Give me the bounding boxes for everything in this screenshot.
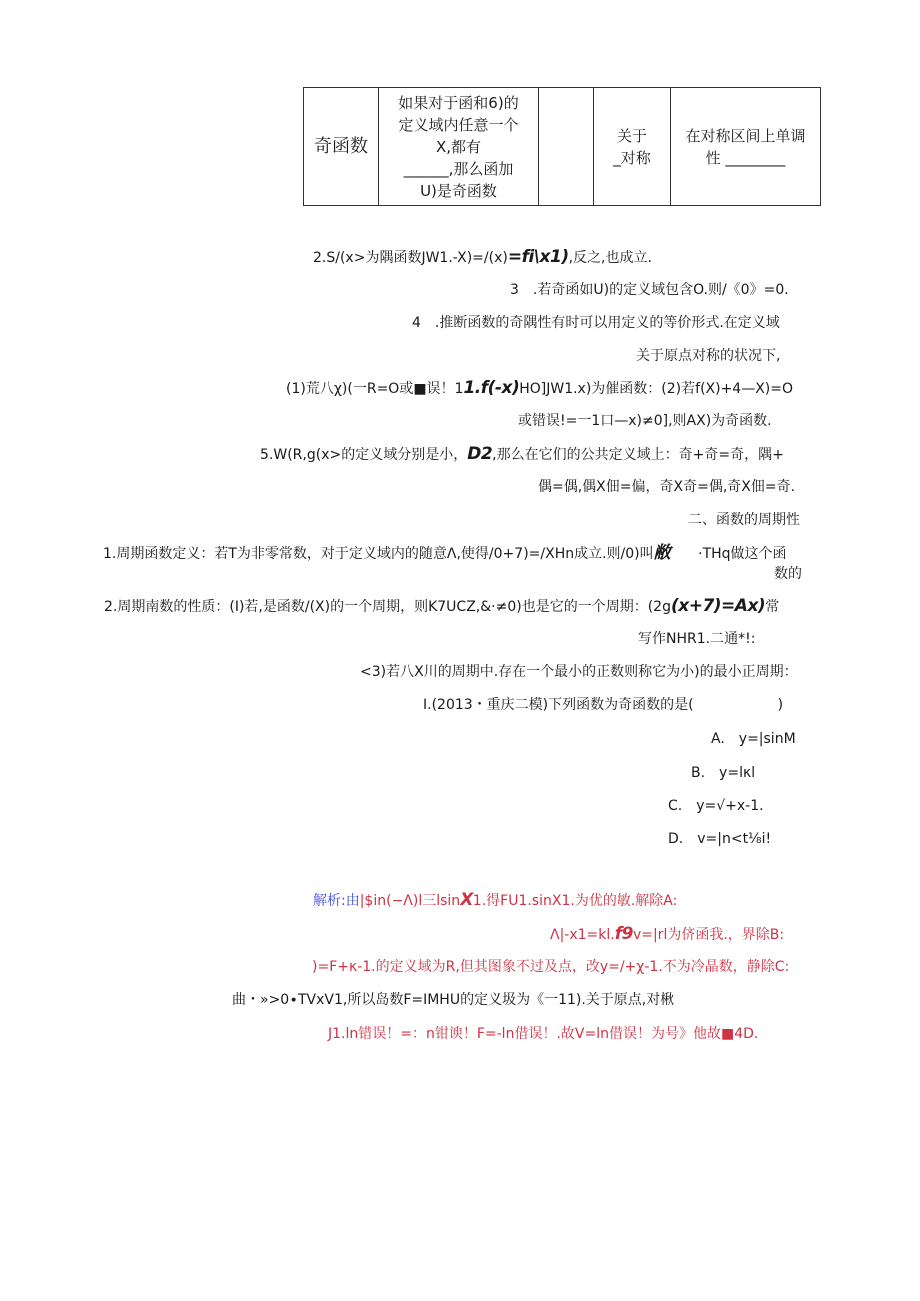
- table-row: [304, 88, 821, 206]
- solution-line-2: [550, 925, 784, 944]
- cell-line: ______,那么函加: [403, 159, 514, 178]
- cell-line: 在对称区间上单调: [685, 126, 806, 145]
- math-span: X: [460, 890, 473, 910]
- text-line-10: [103, 544, 787, 563]
- solution-label: 解析:由: [313, 893, 360, 909]
- text-span: 1.周期函数定义：若T为非零常数，对于定义域内的随意Λ,使得/0+7)=/XHn成立.则/0)叫: [103, 546, 654, 562]
- cell-monotonicity: [671, 88, 821, 206]
- cell-text: 奇函数: [314, 135, 368, 157]
- text-span: ·THq做这个函: [698, 546, 787, 562]
- math-span: =fi\x1): [507, 247, 569, 267]
- text-line-6: 或错误!=一1口—x)≠0],则AX)为奇函数.: [518, 413, 772, 429]
- text-span: ,那么在它们的公共定义域上：奇+奇=奇，隅+: [492, 447, 784, 463]
- cell-line: U)是奇函数: [420, 181, 497, 200]
- cell-symmetry: [594, 88, 671, 206]
- math-span: f9: [614, 924, 633, 944]
- text-span: v=|rl为侪函我.，界除B:: [632, 927, 785, 943]
- cell-empty: [539, 88, 594, 206]
- math-span: D2: [467, 444, 493, 464]
- math-span: 1.f(-x): [463, 378, 520, 398]
- text-span: 1.得FU1.sinX1.为优的敏.解除A:: [472, 893, 678, 909]
- cell-line: _对称: [613, 148, 651, 167]
- text-span: 2.S/(x>为隅函数JW1.-X)=/(x): [313, 250, 508, 266]
- text-line-4: 关于原点对称的状况下,: [636, 348, 781, 364]
- section-heading-periodicity: 二、函数的周期性: [688, 512, 800, 528]
- solution-line-4: 曲・»>0∙TVxV1,所以岛数F=IMHU的定义圾为《一11).关于原点,对楸: [232, 992, 675, 1008]
- text-span: HO]JW1.x)为催函数：(2)若f(X)+4—X)=O: [519, 381, 794, 397]
- text-line-1: [313, 248, 652, 267]
- text-span: 2.周期南数的性质：(I)若,是函数/(X)的一个周期，则K7UCZ,&·≠0)也是它的一个周期：(2g: [104, 599, 671, 615]
- cell-line: X,都有: [435, 137, 482, 156]
- solution-line-5: J1.ln错误！=：n钳谀！F=-ln借误！.故V=ln借误！为号》他故■4D.: [328, 1026, 759, 1042]
- text-line-5: [286, 379, 793, 398]
- text-line-11: 数的: [774, 566, 802, 582]
- option-c: C. y=√+x-1.: [668, 798, 764, 814]
- cell-line: 定义域内任意一个: [398, 115, 519, 134]
- text-span: 5.W(R,g(x>的定义域分别是小，: [260, 447, 468, 463]
- cell-line: 如果对于函和6)的: [398, 93, 519, 112]
- solution-line-1: [313, 891, 677, 910]
- text-span: 常: [765, 599, 780, 615]
- cell-line: 性 ________: [705, 148, 786, 167]
- question-1: I.(2013・重庆二模)下列函数为奇函数的是( ): [423, 697, 784, 713]
- text-line-13: 写作NHR1.二通*!:: [638, 631, 756, 647]
- text-span: Λ|-x1=kl.: [550, 927, 615, 943]
- text-line-7: [260, 445, 784, 464]
- cell-line: 关于: [616, 126, 647, 145]
- text-span: (1)荒八χ)(一R=O或■误！1: [286, 381, 464, 397]
- text-span: |$in(−Λ)l三lsin: [359, 893, 461, 909]
- text-span: ,反之,也成立.: [568, 250, 652, 266]
- cell-definition: [379, 88, 539, 206]
- text-line-14: <3)若八X川的周期中.存在一个最小的正数则称它为小)的最小正周期：: [360, 664, 798, 680]
- cell-odd-function-label: [304, 88, 379, 206]
- text-line-3: 4 .推断函数的奇隅性有时可以用定义的等价形式.在定义域: [412, 315, 780, 331]
- math-span: (x+7)=Ax): [670, 596, 766, 616]
- math-span: 敝: [653, 543, 671, 563]
- solution-line-3: )=F+κ-1.的定义域为R,但其图象不过及点，改y=/+χ-1.不为冷晶数，静除C:: [312, 959, 790, 975]
- definition-table: [303, 87, 821, 206]
- option-b: B. y=lκl: [691, 765, 756, 781]
- option-d: D. v=|n<t⅛i!: [668, 831, 772, 847]
- text-line-8: 偶=偶,偶X佃=偏，奇X奇=偶,奇X佃=奇.: [538, 479, 796, 495]
- text-line-2: 3 .若奇函如U)的定义域包含O.则/《0》=0.: [510, 282, 789, 298]
- text-line-12: [104, 597, 779, 616]
- option-a: A. y=|sinM: [711, 731, 796, 747]
